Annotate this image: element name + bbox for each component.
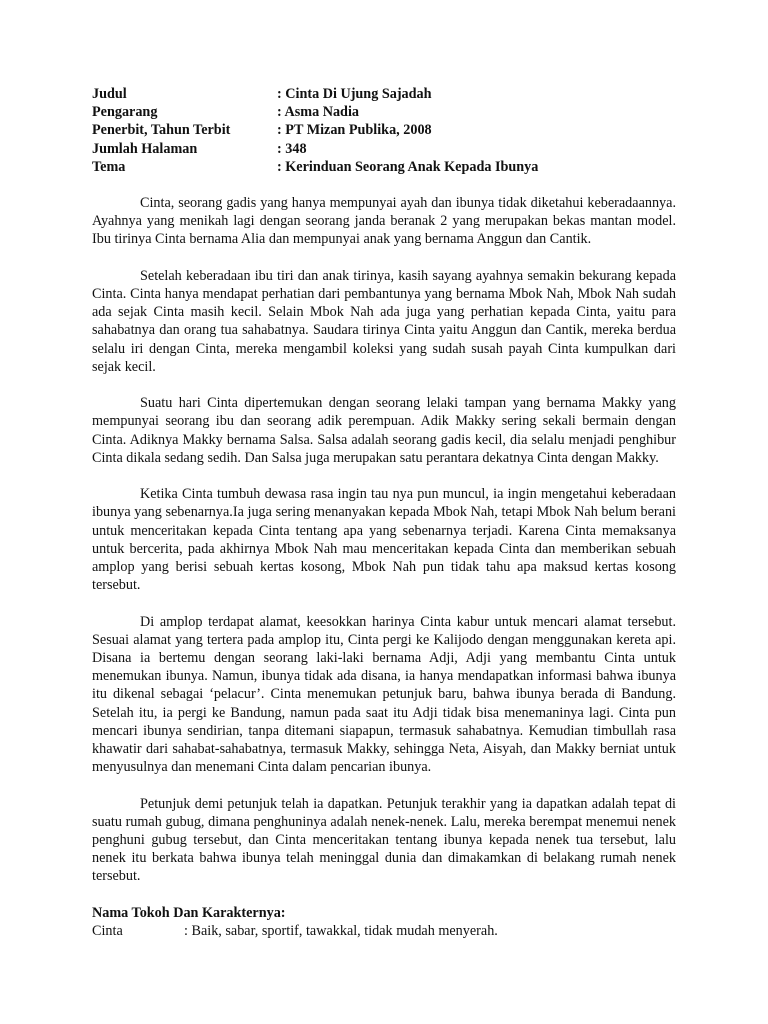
info-value: : Asma Nadia bbox=[277, 104, 359, 121]
info-value: : Kerinduan Seorang Anak Kepada Ibunya bbox=[277, 158, 539, 175]
info-value: : Cinta Di Ujung Sajadah bbox=[277, 86, 432, 102]
book-info-row-author bbox=[92, 103, 676, 121]
character-description: : Baik, sabar, sportif, tawakkal, tidak mudah menyerah. bbox=[184, 922, 498, 939]
book-info-row-title bbox=[92, 85, 676, 103]
info-label: Judul bbox=[92, 86, 127, 102]
info-label: Jumlah Halaman bbox=[92, 140, 198, 157]
synopsis-paragraph: Petunjuk demi petunjuk telah ia dapatkan. Petunjuk terakhir yang ia dapatkan adalah tepat di suatu rumah gubug, dimana penghuninya adalah nenek-nenek. Lalu, mereka berempat menemui nenek penghuni gubug tersebut, dan Cinta menceritakan tentang ibunya kepada nenek tua tersebut, lalu nenek itu berkata bahwa ibunya telah meninggal dunia dan dimakamkan di belakang rumah nenek tersebut. bbox=[92, 795, 676, 885]
synopsis-paragraph: Di amplop terdapat alamat, keesokkan harinya Cinta kabur untuk mencari alamat tersebut. Sesuai alamat yang tertera pada amplop itu, Cinta pergi ke Kalijodo dengan menggunakan kereta api. Disana ia bertemu dengan seorang laki-laki bernama Adji, Adji yang membantu Cinta untuk menemukan ibunya. Namun, ibunya tidak ada disana, ia hanya mendapatkan informasi bahwa ibunya itu dikenal sebagai ‘pelacur’. Cinta menemukan petunjuk baru, bahwa ibunya berada di Bandung. Setelah itu, ia pergi ke Bandung, namun pada saat itu Adji tidak bisa menemaninya lagi. Cinta pun mencari ibunya sendirian, tanpa ditemani siapapun, termasuk sahabatnya. Kemudian timbullah rasa khawatir dari sahabat-sahabatnya, termasuk Makky, sehingga Neta, Aisyah, dan Makky berniat untuk menyusulnya dan menemani Cinta dalam pencarian ibunya. bbox=[92, 613, 676, 776]
synopsis-paragraph: Suatu hari Cinta dipertemukan dengan seorang lelaki tampan yang bernama Makky yang mempunyai seorang ibu dan seorang adik perempuan. Adik Makky sering sekali bermain dengan Cinta. Adiknya Makky bernama Salsa. Salsa adalah seorang gadis kecil, dia selalu menjadi penghibur Cinta dikala sedang sedih. Dan Salsa juga merupakan satu perantara dekatnya Cinta dengan Makky. bbox=[92, 395, 676, 466]
info-label: Pengarang bbox=[92, 104, 158, 121]
book-info-row-theme bbox=[92, 158, 676, 176]
synopsis-paragraph: Ketika Cinta tumbuh dewasa rasa ingin tau nya pun muncul, ia ingin mengetahui keberadaan ibunya yang sebenarnya.Ia juga sering menanyakan kepada Mbok Nah, tetapi Mbok Nah belum berani untuk menceritakan kepada Cinta tentang apa yang sebenarnya terjadi. Karena Cinta memaksanya untuk bercerita, pada akhirnya Mbok Nah mau menceritakan kepada Cinta dan memberikan sebuah amplop yang berisi sebuah kertas kosong, Mbok Nah pun tidak tahu apa maksud kertas kosong tersebut. bbox=[92, 486, 676, 594]
info-label: Tema bbox=[92, 158, 126, 175]
synopsis-paragraph: Setelah keberadaan ibu tiri dan anak tirinya, kasih sayang ayahnya semakin bekurang kepada Cinta. Cinta hanya mendapat perhatian dari pembantunya yang bernama Mbok Nah, Mbok Nah sudah ada sejak Cinta masih kecil. Selain Mbok Nah ada juga yang perhatian kepada Cinta, yaitu para sahabatnya dan orang tua sahabatnya. Saudara tirinya Cinta yaitu Anggun dan Cantik, mereka berdua selalu iri dengan Cinta, mereka mengambil koleksi yang sudah susah payah Cinta kumpulkan dari sejak kecil. bbox=[92, 267, 676, 375]
character-name: Cinta bbox=[92, 922, 123, 939]
info-value: : PT Mizan Publika, 2008 bbox=[277, 122, 432, 139]
synopsis-paragraph: Cinta, seorang gadis yang hanya mempunyai ayah dan ibunya tidak diketahui keberadaannya. Ayahnya yang menikah lagi dengan seorang janda beranak 2 yang merupakan bekas mantan model. Ibu tirinya Cinta bernama Alia dan mempunyai anak yang bernama Anggun dan Cantik. bbox=[92, 194, 676, 248]
characters-heading: Nama Tokoh Dan Karakternya: bbox=[92, 904, 286, 921]
book-info bbox=[92, 85, 676, 176]
info-label: Penerbit, Tahun Terbit bbox=[92, 122, 231, 139]
info-value: : 348 bbox=[277, 140, 307, 157]
book-info-row-publisher bbox=[92, 121, 676, 139]
book-info-row-pages bbox=[92, 140, 676, 158]
character-row bbox=[92, 922, 676, 940]
